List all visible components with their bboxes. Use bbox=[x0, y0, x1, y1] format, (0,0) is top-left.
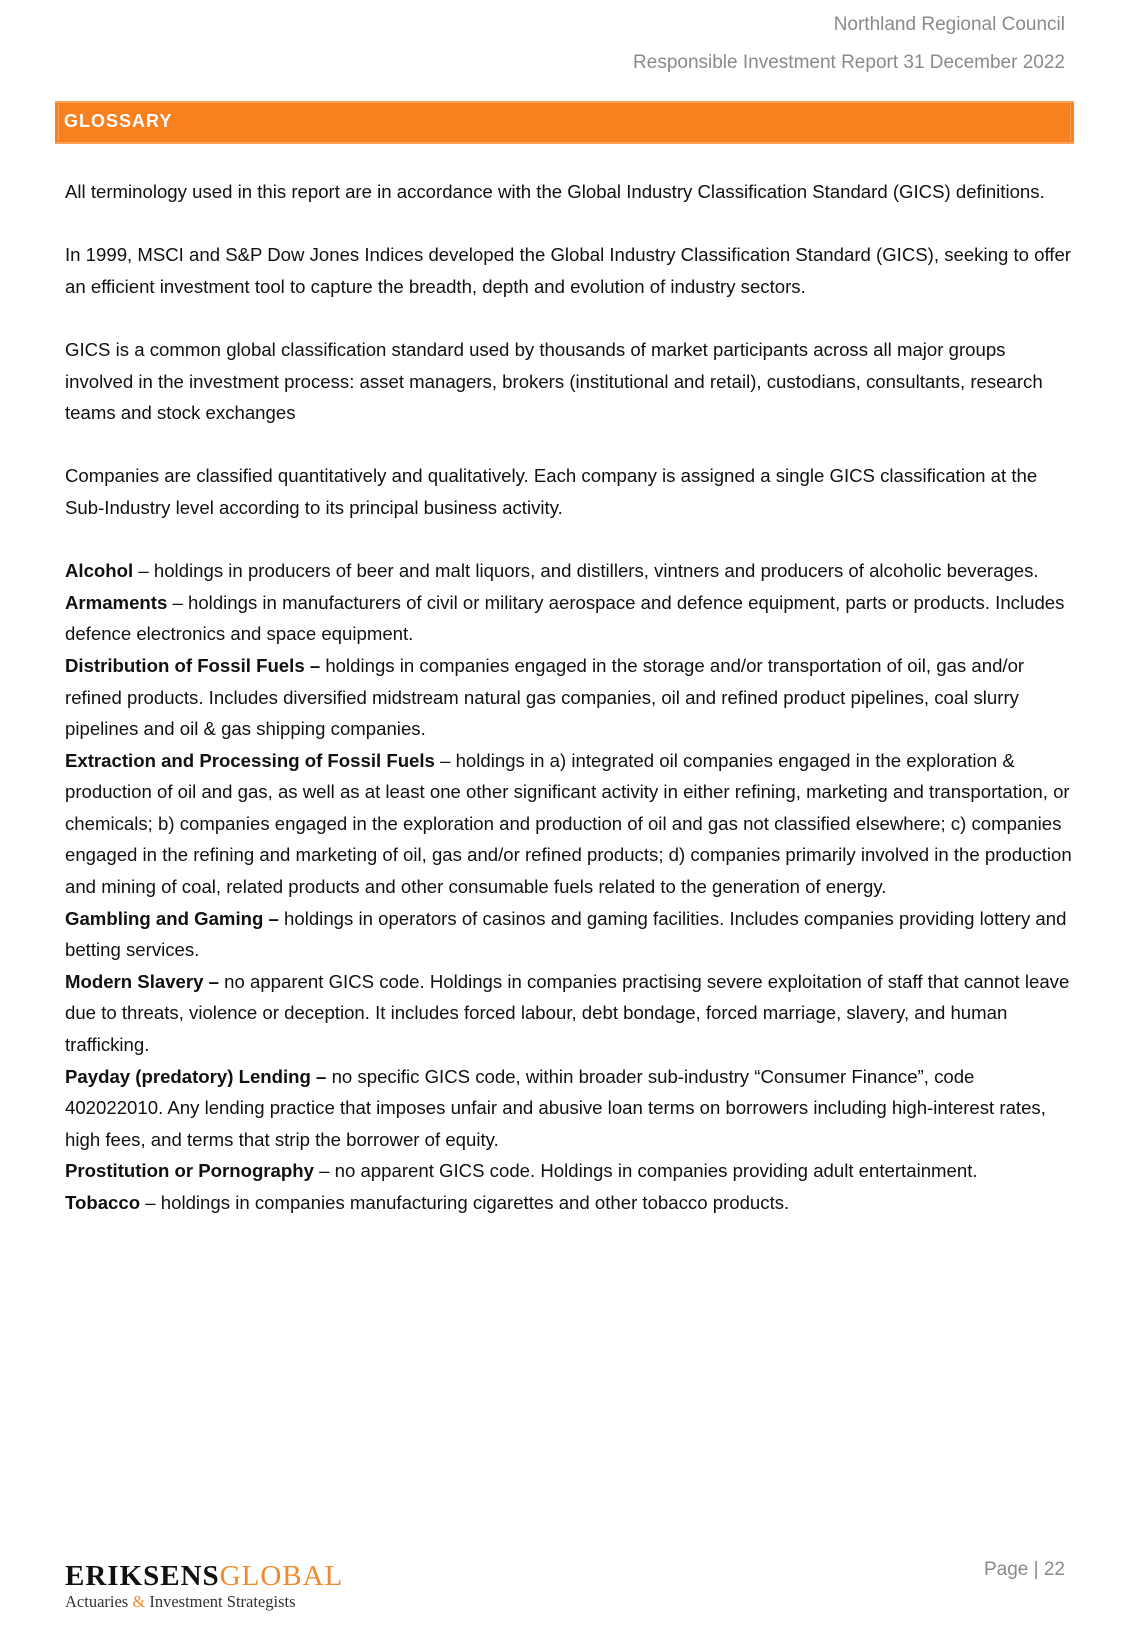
glossary-entry bbox=[65, 1061, 1075, 1156]
header-report-title: Responsible Investment Report 31 December 2022 bbox=[633, 52, 1065, 73]
glossary-separator: – bbox=[140, 1192, 161, 1213]
company-logo bbox=[65, 1560, 343, 1612]
glossary-entry bbox=[65, 587, 1075, 650]
glossary-definition: holdings in operators of casinos and gaming facilities. Includes companies providing lottery and betting services. bbox=[65, 907, 1067, 961]
section-heading-bar-frame bbox=[58, 105, 1071, 140]
glossary-definition: no apparent GICS code. Holdings in companies providing adult entertainment. bbox=[334, 1160, 978, 1182]
glossary-separator: – bbox=[133, 560, 154, 582]
glossary-separator: – bbox=[313, 1160, 335, 1182]
glossary-term: Gambling and Gaming – bbox=[65, 907, 279, 929]
glossary-term: Armaments bbox=[65, 591, 168, 613]
logo-wordmark bbox=[65, 1560, 343, 1592]
glossary-term: Modern Slavery – bbox=[65, 970, 219, 992]
logo-tagline bbox=[65, 1592, 343, 1612]
logo-tagline-ampersand: & bbox=[132, 1592, 146, 1611]
section-title: GLOSSARY bbox=[64, 111, 173, 131]
glossary-definition: holdings in manufacturers of civil or military aerospace and defence equipment, parts or products. Includes defence electronics and space equipment. bbox=[65, 591, 1065, 645]
glossary-term: Prostitution or Pornography bbox=[65, 1160, 314, 1182]
glossary-list bbox=[65, 555, 1075, 1218]
glossary-entry bbox=[65, 966, 1075, 1061]
logo-tagline-a: Actuaries bbox=[65, 1592, 133, 1611]
section-heading-bar bbox=[55, 101, 1074, 144]
logo-wordmark-part2: GLOBAL bbox=[219, 1560, 344, 1592]
intro-paragraph: GICS is a common global classification standard used by thousands of market participants across all major groups involved in the investment process: asset managers, brokers (institutional and retail), custodians, consultants, research teams and stock exchanges bbox=[65, 338, 1043, 424]
header-organization: Northland Regional Council bbox=[833, 14, 1065, 35]
glossary-term: Tobacco bbox=[65, 1192, 141, 1213]
glossary-entry bbox=[65, 1187, 1075, 1219]
glossary-term: Distribution of Fossil Fuels – bbox=[65, 654, 321, 676]
glossary-definition: holdings in producers of beer and malt liquors, and distillers, vintners and producers of alcoholic beverages. bbox=[153, 560, 1039, 582]
glossary-entry bbox=[65, 1155, 1075, 1187]
glossary-definition: no apparent GICS code. Holdings in companies practising severe exploitation of staff that cannot leave due to threats, violence or deception. It includes forced labour, debt bondage, forced marriage, slavery, and human trafficking. bbox=[65, 970, 1070, 1056]
glossary-definition: holdings in companies engaged in the storage and/or transportation of oil, gas and/or refined products. Includes diversified midstream natural gas companies, oil and refined product pipelines, coal slurry pipelines and oil & gas shipping companies. bbox=[65, 654, 1025, 740]
document-body bbox=[65, 176, 1075, 1219]
glossary-entry bbox=[65, 555, 1075, 587]
glossary-term: Alcohol bbox=[65, 560, 134, 582]
glossary-definition: no specific GICS code, within broader sub-industry “Consumer Finance”, code 402022010. Any lending practice that imposes unfair and abusive loan terms on borrowers including high-interest rates, high fees, and terms that strip the borrower of equity. bbox=[65, 1065, 1046, 1150]
glossary-entry bbox=[65, 745, 1075, 903]
glossary-entry bbox=[65, 650, 1075, 745]
glossary-separator: – bbox=[434, 749, 456, 771]
glossary-entry bbox=[65, 903, 1075, 966]
glossary-separator: – bbox=[167, 591, 188, 613]
logo-wordmark-part1: ERIKSENS bbox=[65, 1560, 220, 1592]
intro-paragraph: All terminology used in this report are in accordance with the Global Industry Classification Standard (GICS) definitions. bbox=[65, 181, 1045, 202]
logo-tagline-b: Investment Strategists bbox=[145, 1592, 296, 1611]
intro-paragraph: Companies are classified quantitatively and qualitatively. Each company is assigned a single GICS classification at the Sub-Industry level according to its principal business activity. bbox=[65, 465, 1038, 518]
glossary-definition: holdings in companies manufacturing cigarettes and other tobacco products. bbox=[160, 1192, 790, 1213]
intro-paragraph: In 1999, MSCI and S&P Dow Jones Indices developed the Global Industry Classification Standard (GICS), seeking to offer an efficient investment tool to capture the breadth, depth and evolution of industry sectors. bbox=[65, 244, 1071, 297]
page-number: Page | 22 bbox=[983, 1559, 1065, 1580]
glossary-term: Payday (predatory) Lending – bbox=[65, 1065, 327, 1087]
glossary-definition: holdings in a) integrated oil companies engaged in the exploration & production of oil and gas, as well as at least one other significant activity in either refining, marketing and transportation, or chemicals; b) companies engaged in the exploration and production of oil and gas not classified elsewhere; c) companies engaged in the refining and marketing of oil, gas and/or refined products; d) companies primarily involved in the production and mining of coal, related products and other consumable fuels related to the generation of energy. bbox=[65, 749, 1072, 898]
glossary-term: Extraction and Processing of Fossil Fuels bbox=[65, 749, 435, 771]
